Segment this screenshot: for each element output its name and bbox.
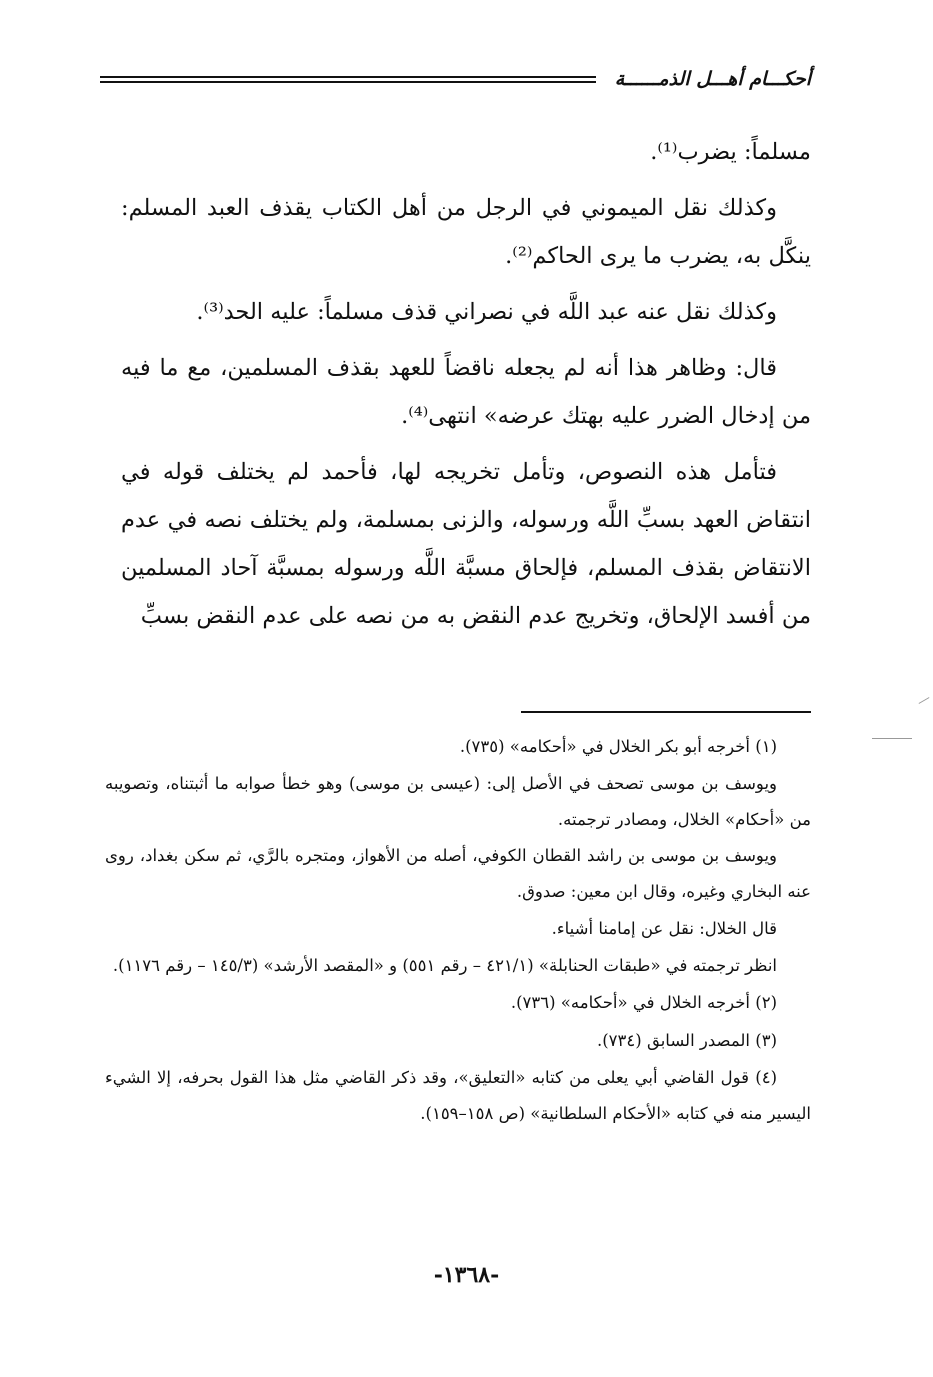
paragraph: وكذلك نقل عنه عبد اللَّه في نصراني قذف مسلماً: عليه الحد⁽³⁾.: [196, 299, 777, 325]
footnote-item: ويوسف بن موسى بن راشد القطان الكوفي، أصله من الأهواز، ومتجره بالرَّي، ثم سكن بغداد، روى عنه البخاري وغيره، وقال ابن معين: صدوق.: [105, 846, 811, 901]
paragraph: مسلماً: يضرب⁽¹⁾.: [650, 139, 811, 165]
page-number: -١٣٦٨-: [433, 1262, 500, 1288]
footnote-item: (١) أخرجه أبو بكر الخلال في «أحكامه» (٧٣٥).: [459, 737, 777, 756]
scan-mark: [872, 738, 912, 739]
footnote-separator: [521, 711, 811, 713]
footnote-item: (٢) أخرجه الخلال في «أحكامه» (٧٣٦).: [510, 993, 777, 1012]
running-header: [100, 64, 811, 98]
header-title: أحكـــام أهـــل الذمــــــة: [614, 68, 811, 90]
scan-mark: [919, 697, 930, 704]
footnote-item: (٣) المصدر السابق (٧٣٤).: [596, 1031, 777, 1050]
paragraph: قال: وظاهر هذا أنه لم يجعله ناقضاً للعهد بقذف المسلمين، مع ما فيه من إدخال الضرر عليه بهتك عرضه» انتهى⁽⁴⁾.: [121, 355, 811, 429]
footnote-item: (٤) قول القاضي أبي يعلى من كتابه «التعليق»، وقد ذكر القاضي مثل هذا القول بحرفه، إلا الشيء اليسير منه في كتابه «الأحكام السلطانية» (ص ١٥٨–١٥٩).: [105, 1068, 811, 1123]
footnotes: [105, 728, 811, 1132]
paragraph: فتأمل هذه النصوص، وتأمل تخريجه لها، فأحمد لم يختلف قوله في انتقاض العهد بسبِّ اللَّه ورسوله، والزنى بمسلمة، ولم يختلف نصه في عدم الانتقاض بقذف المسلم، فإلحاق مسبَّة اللَّه ورسوله بمسبَّة آحاد المسلمين من أفسد الإلحاق، وتخريج عدم النقض به من نصه على عدم النقض بسبِّ: [121, 459, 811, 629]
footnote-item: ويوسف بن موسى تصحف في الأصل إلى: (عيسى بن موسى) وهو خطأ صوابه ما أثبتناه، وتصويبه من «أحكام» الخلال، ومصادر ترجمته.: [105, 774, 811, 829]
footnote-item: انظر ترجمته في «طبقات الحنابلة» (٤٢١/١ – رقم ٥٥١) و «المقصد الأرشد» (١٤٥/٣ – رقم ١١٧٦).: [112, 956, 777, 975]
main-text: [121, 128, 811, 640]
paragraph: وكذلك نقل الميموني في الرجل من أهل الكتاب يقذف العبد المسلم: ينكَّل به، يضرب ما يرى الحاكم⁽²⁾.: [121, 195, 811, 269]
footnote-item: قال الخلال: نقل عن إمامنا أشياء.: [551, 919, 777, 938]
header-double-rule: [100, 76, 596, 83]
